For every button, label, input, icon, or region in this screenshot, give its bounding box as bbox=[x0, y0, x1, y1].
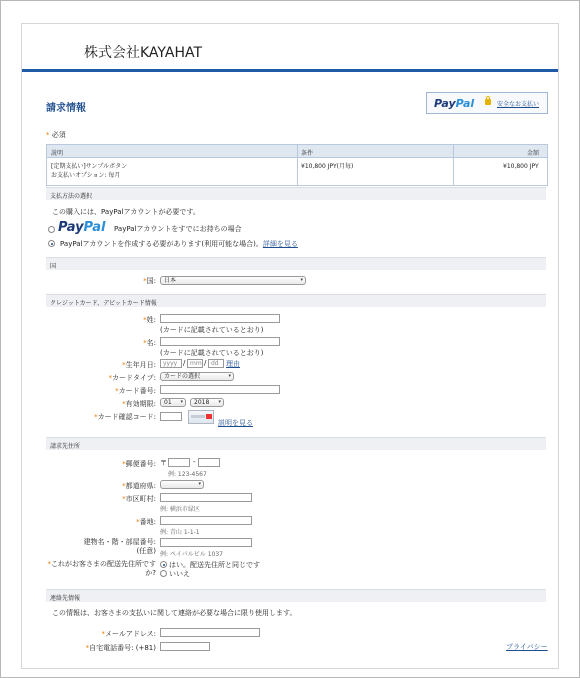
email-label-text: メールアドレス: bbox=[104, 630, 156, 638]
expiry-month-value: 01 bbox=[164, 399, 172, 406]
paypal-logo-pal: Pal bbox=[83, 220, 106, 235]
description-line-2: お支払いオプション: 毎月 bbox=[51, 172, 121, 179]
postal-code-first-input[interactable] bbox=[168, 458, 190, 467]
country-label-text: 国: bbox=[146, 277, 156, 285]
building-input[interactable] bbox=[160, 538, 252, 547]
card-number-label: *カード番号: bbox=[115, 387, 156, 395]
postal-code-label-text: 郵便番号: bbox=[125, 460, 156, 468]
chevron-down-icon: ▾ bbox=[198, 481, 201, 487]
secure-payment-link[interactable]: 安全なお支払い bbox=[497, 101, 540, 108]
card-number-label-text: カード番号: bbox=[118, 387, 156, 395]
cvv-label: *カード確認コード: bbox=[94, 413, 156, 421]
dob-separator: / bbox=[204, 359, 207, 367]
first-name-hint: (カードに記載されているとおり) bbox=[160, 349, 264, 357]
company-name: 株式会社KAYAHAT bbox=[84, 45, 203, 61]
paypal-logo-pay: Pay bbox=[434, 97, 456, 110]
last-name-label-text: 姓: bbox=[146, 316, 156, 324]
dob-separator: / bbox=[183, 359, 186, 367]
prefecture-label-text: 都道府県: bbox=[125, 482, 156, 490]
postal-dash: - bbox=[193, 458, 196, 466]
building-optional: (任意) bbox=[136, 547, 156, 555]
paypal-logo-pay: Pay bbox=[58, 220, 84, 235]
col-terms: 条件 bbox=[301, 150, 314, 157]
shipping-question-line-1: これがお客さまの配送先住所です bbox=[51, 560, 156, 568]
last-name-label: *姓: bbox=[143, 316, 156, 324]
radio-create-paypal[interactable] bbox=[48, 240, 55, 247]
details-link[interactable]: 詳細を見る bbox=[262, 240, 298, 248]
card-type-label-text: カードタイプ: bbox=[111, 374, 156, 382]
cvv-label-text: カード確認コード: bbox=[97, 413, 156, 421]
city-label: *市区町村: bbox=[122, 495, 156, 503]
payment-method-section bbox=[46, 187, 546, 200]
section-title: 国 bbox=[50, 263, 57, 270]
phone-label: *自宅電話番号: (+81) bbox=[85, 644, 156, 652]
shipping-question: *これがお客さまの配送先住所です か? bbox=[47, 560, 156, 577]
prefecture-label: *都道府県: bbox=[122, 482, 156, 490]
card-cvv-image bbox=[188, 410, 214, 424]
col-description: 説明 bbox=[51, 150, 64, 157]
paypal-required-text: この購入には、PayPalアカウントが必要です。 bbox=[52, 208, 200, 216]
card-type-label: *カードタイプ: bbox=[108, 374, 156, 382]
country-select[interactable] bbox=[160, 276, 306, 285]
chevron-down-icon: ▾ bbox=[300, 277, 303, 283]
first-name-label: *名: bbox=[143, 339, 156, 347]
dob-reason-link[interactable]: 理由 bbox=[226, 360, 240, 368]
expiry-label: *有効期限: bbox=[122, 400, 156, 408]
header-rule bbox=[22, 69, 558, 72]
expiry-month-select[interactable] bbox=[160, 398, 186, 407]
email-input[interactable] bbox=[160, 628, 260, 637]
paypal-logo-pal: Pal bbox=[455, 97, 475, 110]
dob-day-input[interactable]: dd bbox=[208, 359, 224, 368]
paypal-logo bbox=[434, 97, 474, 110]
page-header bbox=[22, 24, 558, 68]
description-line-1: [定期支払い]サンプルボタン bbox=[51, 163, 128, 170]
postal-code-label: *郵便番号: bbox=[122, 460, 156, 468]
privacy-link[interactable]: プライバシー bbox=[506, 643, 548, 651]
required-note-text: 必須 bbox=[51, 131, 66, 139]
paypal-secure-box bbox=[426, 92, 548, 114]
dob-label-text: 生年月日: bbox=[125, 361, 156, 369]
row-terms: ¥10,800 JPY(月毎) bbox=[301, 163, 354, 170]
phone-input[interactable] bbox=[160, 642, 210, 651]
page-title: 請求情報 bbox=[46, 103, 86, 114]
checkout-page bbox=[21, 23, 559, 669]
card-type-value: カードの選択 bbox=[164, 373, 201, 380]
row-description bbox=[51, 162, 127, 180]
col-amount: 金額 bbox=[527, 150, 540, 157]
have-paypal-label: PayPalアカウントをすでにお持ちの場合 bbox=[114, 225, 242, 233]
card-number-input[interactable] bbox=[160, 385, 280, 394]
phone-label-text: 自宅電話番号: (+81) bbox=[89, 644, 156, 652]
street-label: *番地: bbox=[136, 518, 156, 526]
dob-year-input[interactable]: yyyy bbox=[160, 359, 182, 368]
postal-code-second-input[interactable] bbox=[198, 458, 220, 467]
street-example: 例: 青山 1-1-1 bbox=[160, 529, 200, 536]
country-label: *国: bbox=[143, 277, 156, 285]
cvv-help-link[interactable]: 説明を見る bbox=[218, 419, 253, 427]
chevron-down-icon: ▾ bbox=[180, 399, 183, 405]
shipping-yes-label: はい。配送先住所と同じです bbox=[169, 561, 260, 569]
city-example: 例: 横浜市緑区 bbox=[160, 506, 200, 513]
table-row bbox=[47, 158, 547, 185]
first-name-label-text: 名: bbox=[146, 339, 156, 347]
create-paypal-label bbox=[60, 239, 298, 249]
row-amount: ¥10,800 JPY bbox=[503, 163, 539, 170]
street-label-text: 番地: bbox=[139, 518, 156, 526]
last-name-input[interactable] bbox=[160, 314, 280, 323]
shipping-question-line-2: か? bbox=[145, 569, 156, 577]
paypal-logo bbox=[58, 220, 105, 235]
email-label: *メールアドレス: bbox=[101, 630, 156, 638]
radio-have-paypal[interactable] bbox=[48, 226, 55, 233]
section-title: 請求先住所 bbox=[50, 443, 81, 450]
chevron-down-icon: ▾ bbox=[218, 399, 221, 405]
cvv-input[interactable] bbox=[160, 412, 182, 421]
street-input[interactable] bbox=[160, 516, 252, 525]
contact-intro: この情報は、お客さまの支払いに関して連絡が必要な場合に限り使用します。 bbox=[52, 609, 297, 617]
create-paypal-text: PayPalアカウントを作成する必要があります(利用可能な場合)。 bbox=[60, 240, 263, 248]
first-name-input[interactable] bbox=[160, 337, 280, 346]
building-label-text: 建物名・階・部屋番号: bbox=[83, 538, 156, 546]
last-name-hint: (カードに記載されているとおり) bbox=[160, 326, 264, 334]
dob-month-input[interactable]: mm bbox=[187, 359, 203, 368]
building-example: 例: ペイパルビル 1037 bbox=[160, 551, 223, 558]
lock-icon bbox=[485, 99, 491, 105]
section-title: 連絡先情報 bbox=[50, 595, 81, 602]
billing-address-section bbox=[46, 437, 546, 450]
expiry-year-select[interactable] bbox=[190, 398, 224, 407]
country-value: 日本 bbox=[164, 277, 177, 284]
required-note: * 必須 bbox=[46, 131, 66, 139]
city-label-text: 市区町村: bbox=[125, 495, 156, 503]
chevron-down-icon: ▾ bbox=[228, 373, 231, 379]
dob-label: *生年月日: bbox=[122, 361, 156, 369]
postal-mark: 〒 bbox=[160, 459, 167, 467]
prefecture-select[interactable] bbox=[160, 480, 204, 489]
contact-section bbox=[46, 589, 546, 602]
radio-shipping-yes[interactable] bbox=[160, 561, 167, 568]
shipping-no-label: いいえ bbox=[169, 570, 190, 578]
order-summary-table bbox=[46, 144, 548, 186]
postal-example: 例: 123-4567 bbox=[168, 471, 207, 478]
building-label bbox=[84, 538, 156, 556]
card-type-select[interactable] bbox=[160, 372, 234, 381]
radio-shipping-no[interactable] bbox=[160, 570, 167, 577]
country-section bbox=[46, 257, 546, 270]
expiry-label-text: 有効期限: bbox=[125, 400, 156, 408]
section-title: クレジットカード、デビットカード情報 bbox=[50, 300, 157, 307]
expiry-year-value: 2018 bbox=[194, 399, 210, 406]
section-title: 支払方法の選択 bbox=[50, 193, 93, 200]
card-section bbox=[46, 294, 546, 307]
city-input[interactable] bbox=[160, 493, 252, 502]
